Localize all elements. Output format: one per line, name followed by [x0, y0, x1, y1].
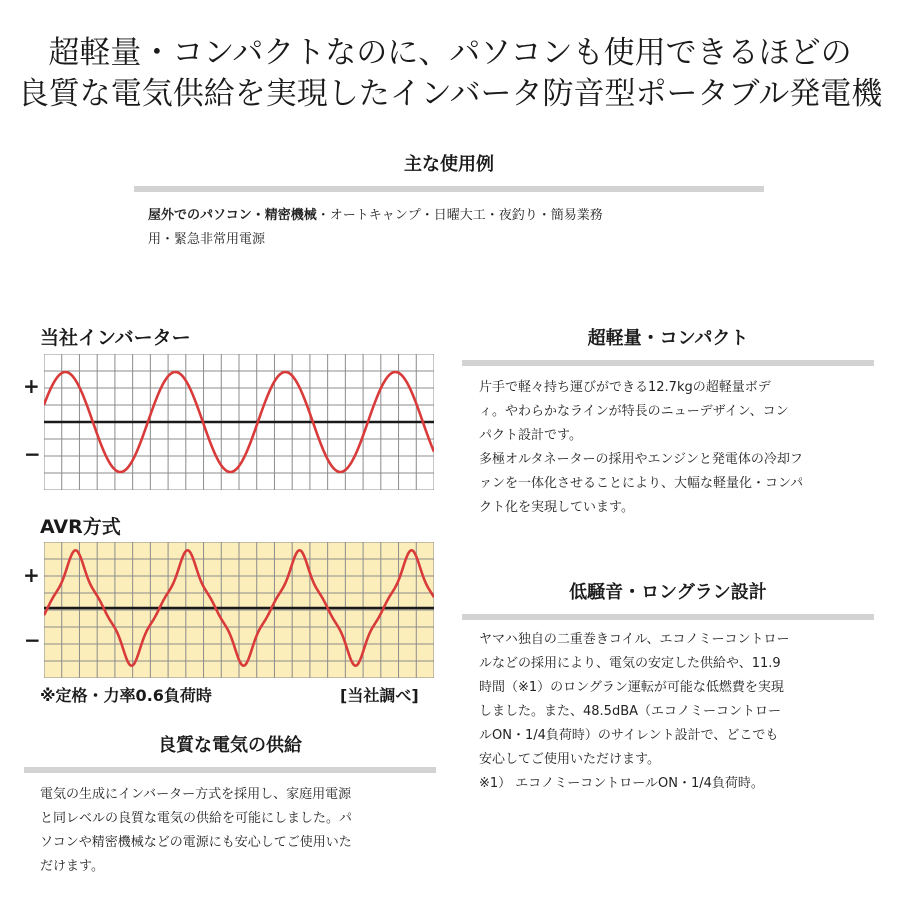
compact-line: クト化を実現しています。 — [479, 500, 634, 515]
silent-line: ルなどの採用により、電気の安定した供給や、11.9 — [479, 656, 781, 671]
compact-line: 片手で軽々持ち運びができる12.7kgの超軽量ボデ — [479, 380, 771, 395]
silent-line: 時間（※1）のロングラン運転が可能な低燃費を実現 — [479, 680, 784, 695]
headline-line-2: 良質な電気供給を実現したインバータ防音型ポータブル発電機 — [17, 76, 883, 112]
inverter-minus-label: − — [24, 442, 41, 466]
compact-divider — [462, 360, 874, 366]
avr-waveform-chart — [44, 542, 434, 678]
headline-line-1: 超軽量・コンパクトなのに、パソコンも使用できるほどの — [48, 35, 852, 71]
compact-line: 多極オルタネーターの採用やエンジンと発電体の冷却フ — [479, 452, 803, 467]
silent-line: ヤマハ独自の二重巻きコイル、エコノミーコントロー — [479, 632, 790, 647]
quality-title: 良質な電気の供給 — [158, 735, 302, 756]
silent-text — [479, 628, 874, 796]
avr-plus-label: + — [23, 563, 40, 587]
inverter-waveform-chart — [44, 354, 434, 490]
quality-line: と同レベルの良質な電気の供給を可能にしました。パ — [40, 811, 353, 826]
quality-line: だけます。 — [40, 859, 104, 874]
silent-divider — [462, 614, 874, 620]
usage-text-rest: ・オートキャンプ・日曜大工・夜釣り・簡易業務 — [316, 208, 603, 223]
silent-title: 低騒音・ロングラン設計 — [569, 582, 767, 603]
avr-minus-label: − — [24, 628, 41, 652]
usage-divider — [134, 186, 764, 192]
inverter-chart-label: 当社インバーター — [40, 327, 191, 349]
silent-line: しました。また、48.5dBA（エコノミーコントロー — [479, 704, 782, 719]
usage-text-line2: 用・緊急非常用電源 — [148, 232, 266, 247]
quality-text — [40, 783, 435, 879]
compact-text — [479, 376, 874, 520]
silent-line: 安心してご使用いただけます。 — [479, 752, 660, 767]
compact-line: ィ。やわらかなラインが特長のニューデザイン、コン — [479, 404, 789, 419]
usage-text-bold: 屋外でのパソコン・精密機械 — [148, 208, 317, 223]
chart-note: ※定格・力率0.6負荷時 — [40, 686, 212, 705]
silent-line: ※1） エコノミーコントロールON・1/4負荷時。 — [479, 776, 764, 791]
chart-source-note: [当社調べ] — [340, 686, 419, 705]
quality-line: ソコンや精密機械などの電源にも安心してご使用いた — [40, 835, 352, 850]
compact-line: パクト設計です。 — [479, 428, 582, 443]
silent-line: ルON・1/4負荷時）のサイレント設計で、どこでも — [479, 728, 779, 743]
compact-title: 超軽量・コンパクト — [587, 328, 749, 349]
quality-divider — [24, 767, 436, 773]
avr-chart-label: AVR方式 — [40, 516, 121, 538]
usage-title: 主な使用例 — [404, 154, 494, 175]
quality-line: 電気の生成にインバーター方式を採用し、家庭用電源 — [40, 787, 352, 802]
usage-text — [148, 204, 748, 252]
compact-line: ァンを一体化させることにより、大幅な軽量化・コンパ — [479, 476, 804, 491]
inverter-plus-label: + — [23, 374, 40, 398]
